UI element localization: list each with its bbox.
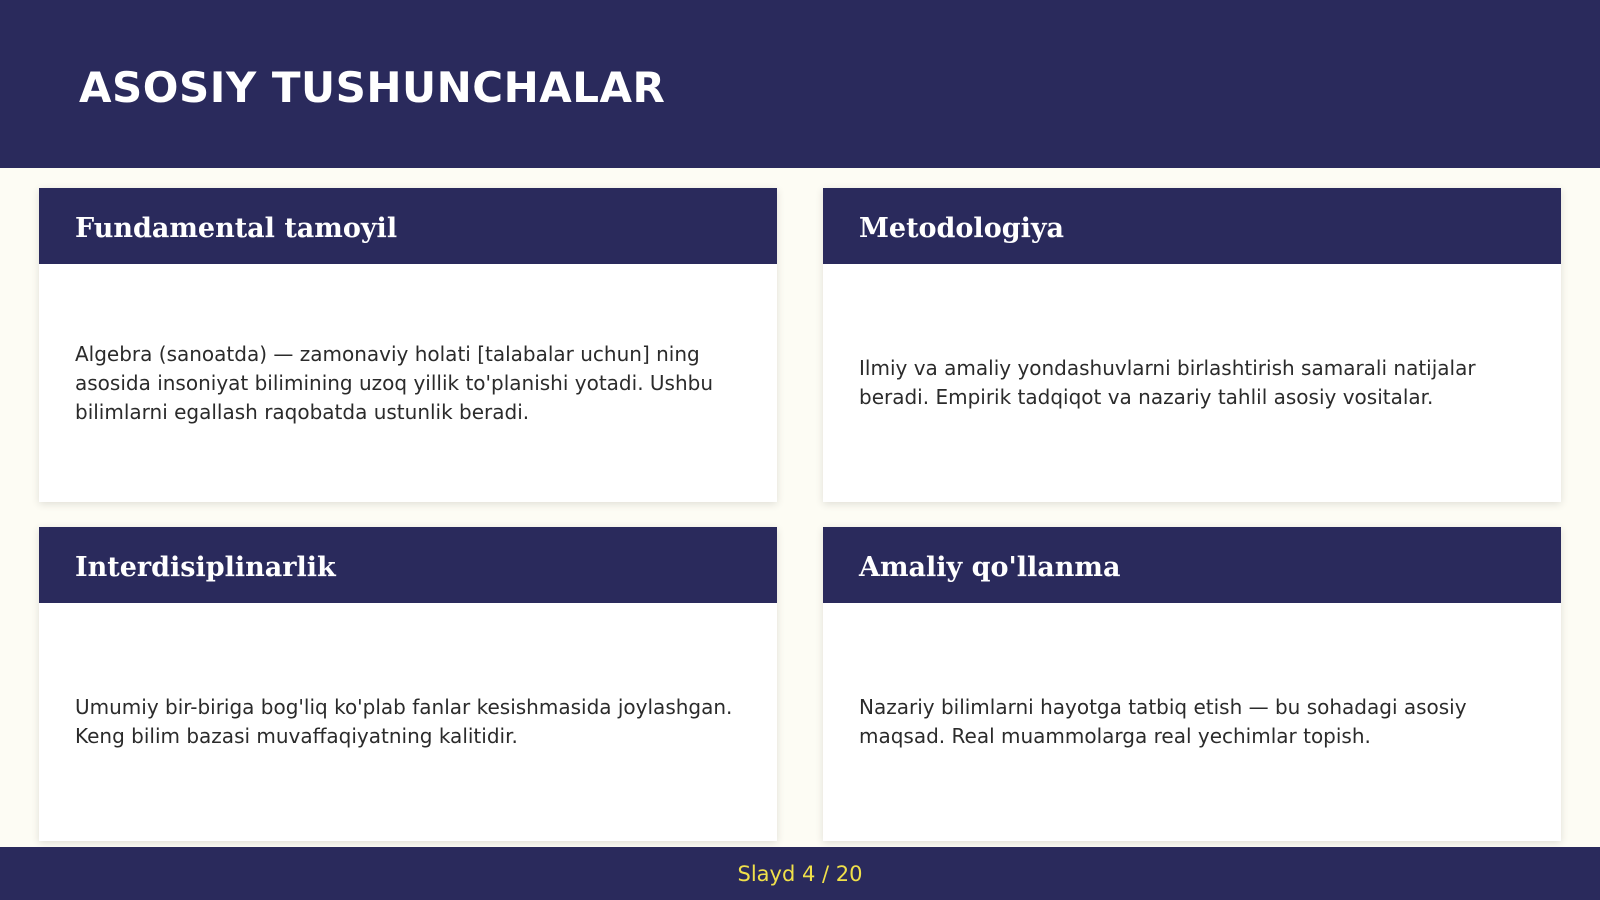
card-body	[75, 264, 741, 502]
card-text: Ilmiy va amaliy yondashuvlarni birlashtirish samarali natijalar beradi. Empirik tadqiqot va nazariy tahlil asosiy vositalar.	[859, 356, 1476, 409]
card-header	[823, 527, 1561, 603]
card-title: Interdisiplinarlik	[75, 552, 336, 583]
card-title: Fundamental tamoyil	[75, 213, 398, 244]
card-body	[859, 264, 1525, 502]
card-body	[75, 603, 741, 841]
card-body	[859, 603, 1525, 841]
card-fundamental-principle	[39, 188, 777, 502]
slide-counter: Slayd 4 / 20	[737, 861, 863, 886]
card-header	[39, 188, 777, 264]
card-interdisciplinarity	[39, 527, 777, 841]
card-header	[823, 188, 1561, 264]
slide-title: ASOSIY TUSHUNCHALAR	[79, 63, 666, 112]
card-header	[39, 527, 777, 603]
card-title: Metodologiya	[859, 213, 1065, 244]
slide-footer	[0, 847, 1600, 900]
card-text: Nazariy bilimlarni hayotga tatbiq etish — bu sohadagi asosiy maqsad. Real muammolarga real yechimlar topish.	[859, 695, 1467, 748]
card-title: Amaliy qo'llanma	[859, 552, 1121, 583]
card-text: Umumiy bir-biriga bog'liq ko'plab fanlar kesishmasida joylashgan. Keng bilim bazasi muvaffaqiyatning kalitidir.	[75, 695, 733, 748]
slide-header	[0, 0, 1600, 168]
card-methodology	[823, 188, 1561, 502]
card-practical-application	[823, 527, 1561, 841]
card-text: Algebra (sanoatda) — zamonaviy holati [talabalar uchun] ning asosida insoniyat bilimining uzoq yillik to'planishi yotadi. Ushbu bilimlarni egallash raqobatda ustunlik beradi.	[75, 341, 714, 424]
